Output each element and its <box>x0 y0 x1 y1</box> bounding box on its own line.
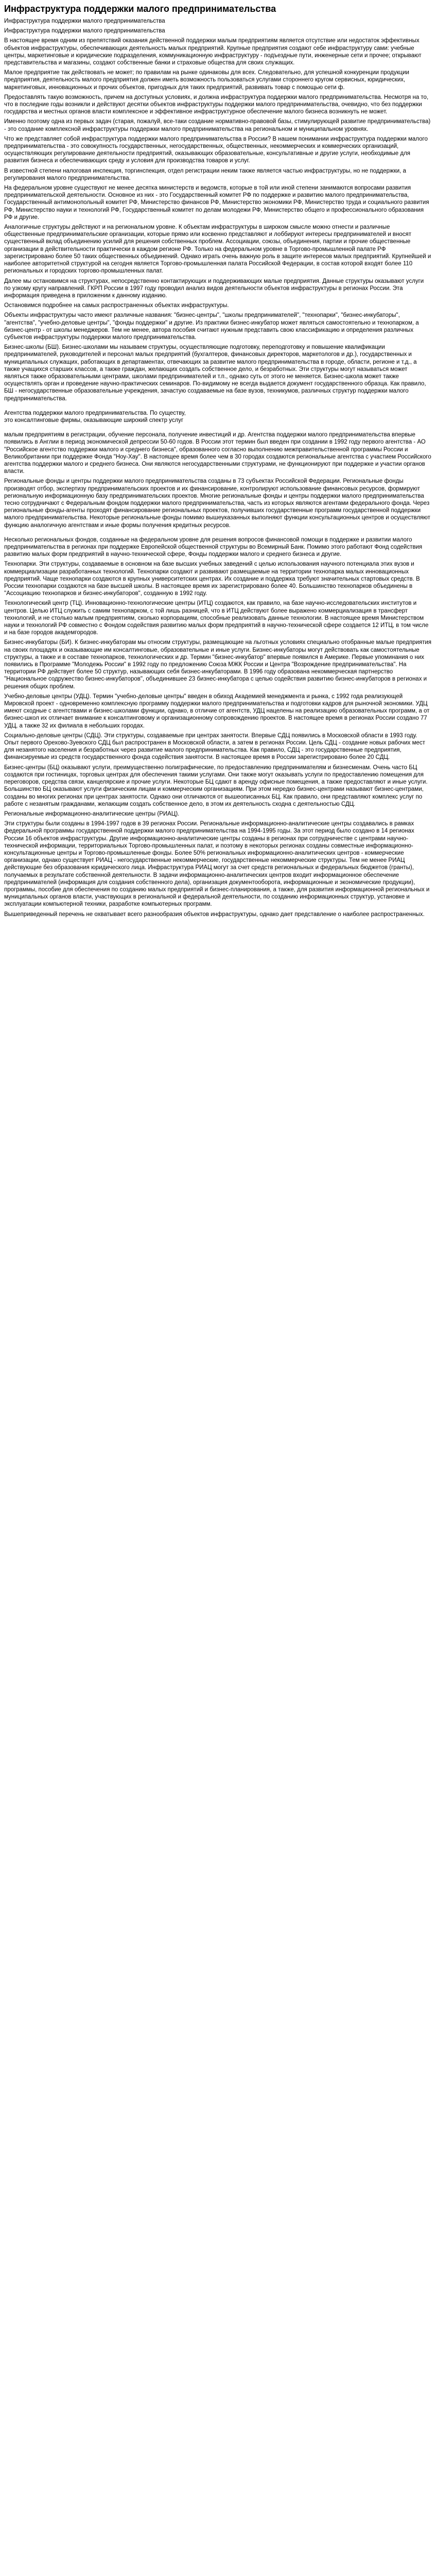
paragraph: В известной степени налоговая инспекция, торгинспекция, отдел регистрации неким также является частью инфраструктуры, но не поддержки, а регулирования малого предпринимательства. <box>4 167 406 181</box>
paragraph: Социально-деловые центры (СДЦ). Эти структуры, создаваемые при центрах занятости. Впервые СДЦ появились в Московской области в 1993 году. Опыт первого Орехово-Зуевского СДЦ был распространен в Московской области, а затем в регионах России. Цель СДЦ - создание новых рабочих мест для незанятого населения и безработных через развитие малого предпринимательства. Как правило, СДЦ - это государственные предприятия, финансируемые из средств государственного фонда содействия занятости. В настоящее время в России зарегистрировано более 20 СДЦ. <box>4 732 425 761</box>
paragraph: Бизнес-инкубаторы (БИ). К бизнес-инкубаторам мы относим структуры, размещающие на льготных условиях специально отобранные малые предприятия на своих площадях и оказывающие им консалтинговые, образовательные и иные услуги. Бизнес-инкубаторы могут действовать как самостоятельные структуры, а также и в составе технопарков, технологических и др. Термин "бизнес-инкубатор" впервые появился в Америке. Первые упоминания о них появились в Программе "Молодежь России" в 1992 году по предложению Союза МЖК России и Центра "Возрождение предпринимательства". На территории РФ действует более 50 структур, называющих себя бизнес-инкубаторами. В 1996 году образована некоммерческая партнерство "Национальное содружество бизнес-инкубаторов", объединившее 23 бизнес-инкубатора с целью содействия развитию бизнес-инкубаторов в регионах и решения общих проблем. <box>4 639 432 690</box>
paragraph: Региональные информационно-аналитические центры (РИАЦ). <box>4 810 180 817</box>
paragraph: Объекты инфраструктуры часто имеют различные названия: "бизнес-центры", "школы предпринимателей", "технопарки", "бизнес-инкубаторы", "агентства", "учебно-деловые центры", "фонды поддержки" и другие. Из практики бизнес-инкубатор может являться самостоятельно и технопарком, а бизнес-центр - от школы менеджеров. Тем не менее, автора пособия считают нужным представить свою классификацию и определения различных субъектов инфраструктуры поддержки малого предпринимательства. <box>4 312 419 341</box>
paragraph: Инфраструктура поддержки малого предпринимательства <box>4 28 165 35</box>
paragraph: Предоставлять такую возможность, причем на доступных условиях, и должна инфраструктура поддержки малого предпринимательства. Несмотря на то, что в последние годы возникли и действуют десятки объектов инфраструктуры поддержки малого предпринимательства, очевидно, что без поддержки государства и местных органов власти комплексное и эффективное инфраструктурное обеспечение малого бизнеса возникнуть не может. <box>4 94 429 115</box>
paragraph: Бизнес-школы (БШ). Бизнес-школами мы называем структуры, осуществляющие подготовку, переподготовку и повышение квалификации предпринимателей, руководителей и персонал малых предприятий (бухгалтеров, финансовых директоров, маркетологов и др.), государственных и муниципальных служащих, работающих в департаментах, отвечающих за развитие малого предпринимательства в городе, области, регионе и т.д., а также учащихся старших классов, а также граждан, желающих создать собственное дело, и безработных. Эти структуры могут называться может являться также образовательными центрами, школами предпринимателей и т.п., однако суть от этого не меняется. Бизнес-школа может также осуществлять орган и проведение научно-практических семинаров. По-видимому не всегда выдается документ государственного образца. Как правило, БШ - негосударственные образовательные учреждения, зачастую создаваемые на базе вузов, техникумов, различных структур поддержки малого предпринимательства. <box>4 344 426 402</box>
paragraph: В настоящее время одним из препятствий оказания действенной поддержки малым предприятиям является отсутствие или недостаток эффективных объектов инфраструктуры, обеспечивающих деятельность малых предприятий. Крупные предприятия создают себе инфраструктуру сами: учебные центры, маркетинговые и юридические подразделения, коммуникационную инфраструктуру - подъездные пути, инженерные сети и прочее; открывают представительства и магазины, создают собственные банки и страховые общества для своих служащих. <box>4 38 422 66</box>
paragraph: Остановимся подробнее на самых распространенных объектах инфраструктуры. <box>4 302 229 309</box>
paragraph: На федеральном уровне существуют не менее десятка министерств и ведомств, которые в той или иной степени занимаются вопросами развития предпринимательской деятельности. Основное из них - это Государственный комитет РФ по поддержке и развитию малого предпринимательства, Государственный антимонопольный комитет РФ, Министерство финансов РФ, Министерство экономики РФ, Министерство труда и социального развития РФ, Министерство науки и технологий РФ, Государственный комитет по делам молодежи РФ, Министерство общего и профессионального образования РФ и другие. <box>4 185 429 221</box>
paragraph: Технологический центр (ТЦ). Инновационно-технологические центры (ИТЦ) создаются, как правило, на базе научно-исследовательских институтов и центров. Целью ИТЦ служить с самим технопарком, с той лишь разницей, что в ИТЦ действуют более выражено коммерциализация в трансферт технологий, и не столько малым предприятиям, сколько корпорациям, способные реализовать данные технологии. В настоящее время Министерством науки и технологий РФ совместно с Фондом содействия развитию малых форм предприятий в научно-технической сфере создается 12 ИТЦ, в том числе и на базе городов академгородов. <box>4 600 429 636</box>
paragraph: Аналогичные структуры действуют и на региональном уровне. К объектам инфраструктуры в широком смысле можно отнести и различные общественные предпринимательские организации, которые прямо или косвенно представляют и лоббируют интересы предпринимателей и вносят существенный вклад объединению усилий для решения собственных проблем. Ассоциации, союзы, объединения, партии и прочие общественные организации в действительности практически в каждом регионе РФ. Только на федеральном уровне в Торгово-промышленной палате РФ зарегистрировано более 50 таких общественных объединений. Однако играть очень важную роль в защите интересов малых предприятий. Крупнейшей и наиболее авторитетной структурой на сегодня является Торгово-промышленная палата Российской Федерации, в состав которой входят более 110 региональных и городских торгово-промышленных палат. <box>4 224 431 275</box>
paragraph: Вышеприведенный перечень не охватывает всего разнообразия объектов инфраструктуры, однако дает представление о наиболее распространенных. <box>4 911 425 918</box>
article <box>0 0 436 927</box>
paragraph: Несколько региональных фондов, созданные на федеральном уровне для решения вопросов финансовой помощи в поддержке и развитии малого предпринимательства в регионах при поддержке Европейской общественной структуры во Всемирный Банк. Помимо этого работают Фонд содействия развитию малых форм предприятий в научно-технической сфере, Фонды поддержки малого и среднего бизнеса и другие. <box>4 536 423 558</box>
paragraph: малым предприятиям в регистрации, обучение персонала, получение инвестиций и др. Агентства поддержки малого предпринимательства впервые появились в Англии в период экономической депрессии 50-60 годов. В России этот термин был введен при создании в 1992 году первого агентства - АО "Российское агентство поддержки малого и среднего бизнеса", образованного согласно выполнению межправительственной программы России и Великобритании при поддержке Фонда "Ноу-Хау". В настоящее время более чем в 30 городах создаются региональные агентства с участием Российского агентства поддержки малого и среднего бизнеса. Они являются негосударственными структурами, не функционируют при поддержке и участии органов власти. <box>4 432 431 475</box>
paragraph: Инфраструктура поддержки малого предпринимательства <box>4 18 165 24</box>
paragraph: Агентства поддержки малого предпринимательства. По существу, <box>4 410 186 416</box>
paragraph: это консалтинговые фирмы, оказывающие широкий спектр услуг <box>4 417 184 423</box>
paragraph: Региональные фонды и центры поддержки малого предпринимательства созданы в 73 субъектах Российской Федерации. Региональные фонды производят отбор, экспертизу предпринимательских проектов и их финансирование, контролируют использование финансовых ресурсов, формируют региональную информационную базу предпринимательских проектов. Многие региональные фонды и центры поддержки малого предпринимательства тесно сотрудничают с Федеральным фондом поддержки малого предпринимательства, часть из которых являются агентами федерального фонда. Через региональные фонды-агенты проходят финансирование региональных проектов, получивших государственные программ государственной поддержки малого предпринимательства. Некоторые региональные фонды помимо вышеуказанных выполняют функции консультационных центров и осуществляют функцию аналогичную агентствам и иные формы получения кредитных ресурсов. <box>4 478 430 529</box>
article-title: Инфраструктура поддержки малого предпринимательства <box>4 4 276 14</box>
paragraph: Далее мы остановимся на структурах, непосредственно контактирующих и поддерживающих малые предприятия. Данные структуры оказывают услуги по узкому кругу направлений. ГКРП России в 1997 году проводил анализ видов деятельности объектов инфраструктуры в регионах России. Эта информация приведена в приложении к данному изданию. <box>4 278 424 299</box>
paragraph: Что же представляет собой инфраструктура поддержки малого предпринимательства в России? В нашем понимании инфраструктура поддержки малого предпринимательства - это совокупность государственных, негосударственных, общественных, некоммерческих и коммерческих организаций, осуществляющих регулирование деятельности предприятий, оказывающих образовательные, консультативные и другие услуги, необходимые для развития бизнеса и обеспечивающих среду и условия для производства товаров и услуг. <box>4 135 428 164</box>
paragraph: Технопарки. Эти структуры, создаваемые в основном на базе высших учебных заведений с целью использования научного потенциала этих вузов и коммерциализации разработанных технологий. Технопарки создают и развивают размещаемые на территории технопарка малых инновационных предприятий. Чаще технопарки создаются в крупных университетских центрах. Их создание и поддержка требуют значительных стартовых средств. В России технопарки создаются на базе высшей школы. В настоящее время их зарегистрировано более 40. Большинство технопарков объединены в "Ассоциацию технопарков и бизнес-инкубаторов", созданную в 1992 году. <box>4 561 420 597</box>
paragraph: Эти структуры были созданы в 1994-1997 годов в 39 регионах России. Региональные информационно-аналитические центры создавались в рамках федеральной программы государственной поддержки малого предпринимательства на 1994-1995 годы. За этот период было создано в 14 регионах России 16 объектов инфраструктуры. Другие информационно-аналитические центры созданы в регионах при сотрудничестве с центрами научно-технической информации, территориальных Торгово-промышленных палат, и поэтому в некоторых регионах созданы совместные информационно-консультационные центры и Торгово-промышленные фонды. Более 50% региональных информационно-аналитических центров - коммерческие организации, однако существует РИАЦ - негосударственные некоммерческие, государственные некоммерческие структуры. Тем не менее РИАЦ действующие без образования юридического лица. Инфраструктура РИАЦ могут за счет средств региональных и федеральных бюджетов (гранты), получаемых в результате собственной деятельности. В задачи информационно-аналитических центров входит информационное обеспечение предпринимателей (информация для создания собственного дела), организация документооборота, информационные и экономические продукции), программы, пособие для обеспечения по созданию малых предприятий и бизнес-планирования, а также, для развития информационной региональных и муниципальных органов власти, участвующих в региональной и федеральной деятельности, по созданию информационных структур, установке и эксплуатации компьютерной техники, разработке компьютерных программ. <box>4 821 430 908</box>
paragraph: Малое предприятие так действовать не может; по правилам на рынке одинаковы для всех. Следовательно, для успешной конкуренции продукции предприятия, деятельность малого предприятия должен иметь возможность пользоваться услугами стороннего кругом сервисных, юридических, маркетинговых, инновационных и прочих объектов, пригодных для таких предприятий, развивать товар с помощью сети ф. <box>4 70 409 91</box>
paragraph: Именно поэтому одна из первых задач (старая, пожалуй, все-таки создание нормативно-правовой базы, стимулирующей развитие предпринимательства) - это создание комплексной инфраструктуры поддержки малого предпринимательства на региональном и муниципальном уровнях. <box>4 118 431 132</box>
article-body <box>4 18 432 918</box>
paragraph: Бизнес-центры (БЦ) оказывают услуги, преимущественно полиграфические, по предоставлению предпринимателям и бизнесменам. Очень часто БЦ создаются при гостиницах, торговых центрах для обеспечения такими услугами. Они также могут оказывать услуги по предоставлению помещения для переговоров, средства связи, канцелярские и прочие услуги. Некоторые БЦ сдают в аренду офисные помещения, а также предоставляют и иные услуги. Большинство БЦ оказывают услуги физическим лицам и коммерческим организациям. При этом нередко бизнес-центрами называют бизнес-центрами, созданы во многих регионах при центрах занятости. Однако они отличаются от вышеописанных БЦ. Как правило, они представляют комплекс услуг по работе с незанятым гражданами, желающим создать собственное дело, в этом их деятельность сходна с деятельностью СДЦ. <box>4 764 428 807</box>
paragraph: Учебно-деловые центры (УДЦ). Термин "учебно-деловые центры" введен в обиход Академией менеджмента и рынка, с 1992 года реализующей Мировской проект - одновременно комплексную программу поддержки малого предпринимательства и подготовки кадров для рыночной экономики. УДЦ имеют сходные с агентствами и бизнес-школами функции, однако, в отличие от агентств, УДЦ нацелены на реализацию образовательных программ, а от бизнес-школ их отличает внимание к консалтинговому и организационному сопровождению проектов. В настоящее время в регионах России создано 77 УДЦ, а также 32 их филиала в небольших городах. <box>4 693 430 729</box>
